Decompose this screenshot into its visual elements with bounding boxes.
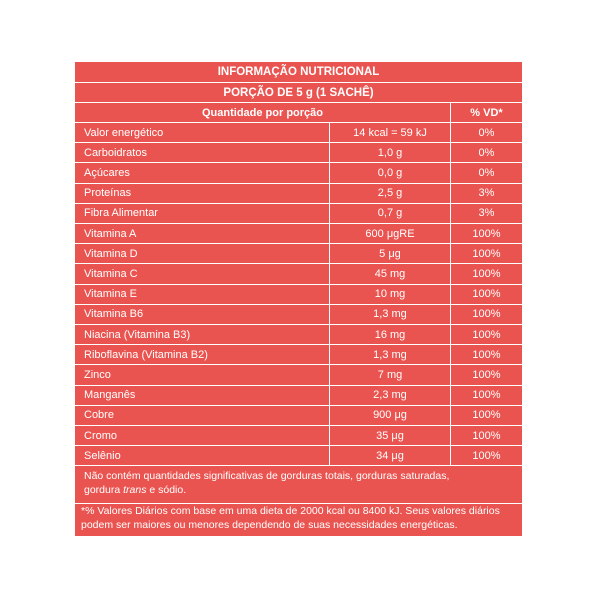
nutrient-quantity: 16 mg (330, 325, 451, 344)
nutrient-quantity: 45 mg (330, 264, 451, 283)
footnote-line-1: *% Valores Diários com base em uma dieta de 2000 kcal ou 8400 kJ. Seus valores diários (81, 505, 500, 517)
nutrient-vd: 100% (472, 247, 501, 260)
note-line-2-italic: trans (123, 484, 147, 497)
footnote-line-2: podem ser maiores ou menores dependendo de suas necessidades energéticas. (81, 519, 458, 531)
nutrient-name: Açúcares (75, 163, 330, 182)
portion-size: PORÇÃO DE 5 g (1 SACHÊ) (75, 83, 522, 103)
nutrient-vd: 100% (472, 409, 501, 422)
nutrient-name: Niacina (Vitamina B3) (75, 325, 330, 344)
table-row (75, 386, 522, 406)
table-row (75, 244, 522, 264)
table-row (75, 143, 522, 163)
table-row (75, 123, 522, 143)
nutrient-quantity: 600 μgRE (330, 224, 451, 243)
table-row (75, 163, 522, 183)
nutrient-quantity: 2,3 mg (330, 386, 451, 405)
nutrient-vd: 100% (472, 328, 501, 341)
nutrient-quantity: 10 mg (330, 285, 451, 304)
note-line-2-prefix: gordura (84, 484, 124, 497)
table-row (75, 285, 522, 305)
nutrient-name: Zinco (75, 365, 330, 384)
nutrient-vd: 100% (472, 368, 501, 381)
table-row (75, 345, 522, 365)
nutrient-name: Carboidratos (75, 143, 330, 162)
nutrient-vd: 0% (478, 126, 495, 139)
nutrient-name: Vitamina C (75, 264, 330, 283)
nutrient-vd: 100% (472, 348, 501, 361)
nutrient-vd: 3% (478, 207, 495, 220)
nutrient-vd: 100% (472, 267, 501, 280)
table-row (75, 264, 522, 284)
nutrient-quantity: 7 mg (330, 365, 451, 384)
nutrient-name: Vitamina B6 (75, 305, 330, 324)
nutrient-name: Proteínas (75, 184, 330, 203)
nutrient-quantity: 35 μg (330, 426, 451, 445)
nutrient-quantity: 0,0 g (330, 163, 451, 182)
table-row (75, 325, 522, 345)
nutrient-vd: 100% (472, 288, 501, 301)
nutrient-vd: 100% (472, 429, 501, 442)
header-vd: % VD* (470, 106, 503, 119)
nutrient-quantity: 1,3 mg (330, 305, 451, 324)
nutrient-name: Cobre (75, 406, 330, 425)
nutrient-vd: 100% (472, 449, 501, 462)
nutrient-name: Riboflavina (Vitamina B2) (75, 345, 330, 364)
table-row (75, 305, 522, 325)
table-row (75, 426, 522, 446)
table-row (75, 446, 522, 466)
table-row (75, 184, 522, 204)
nutrient-vd: 100% (472, 389, 501, 402)
nutrient-vd: 3% (478, 187, 495, 200)
nutrient-vd: 100% (472, 227, 501, 240)
nutrient-quantity: 0,7 g (330, 204, 451, 223)
nutrient-vd: 100% (472, 308, 501, 321)
header-quantity: Quantidade por porção (75, 103, 451, 122)
nutrition-table (74, 61, 523, 537)
note-line-2-suffix: e sódio. (146, 484, 187, 497)
nutrient-vd: 0% (478, 166, 495, 179)
table-row (75, 406, 522, 426)
table-header (75, 103, 522, 123)
nutrient-name: Cromo (75, 426, 330, 445)
nutrient-quantity: 14 kcal = 59 kJ (330, 123, 451, 142)
nutrient-name: Vitamina A (75, 224, 330, 243)
footnote (75, 499, 522, 536)
table-row (75, 224, 522, 244)
nutrient-quantity: 2,5 g (330, 184, 451, 203)
table-row (75, 365, 522, 385)
nutrient-quantity: 34 μg (330, 446, 451, 465)
nutrient-name: Vitamina D (75, 244, 330, 263)
nutrient-name: Fibra Alimentar (75, 204, 330, 223)
nutrient-name: Valor energético (75, 123, 330, 142)
nutrient-vd: 0% (478, 146, 495, 159)
note-line-1: Não contém quantidades significativas de gorduras totais, gorduras saturadas, (84, 470, 450, 483)
nutrient-quantity: 1,3 mg (330, 345, 451, 364)
nutrient-name: Selênio (75, 446, 330, 465)
nutrient-name: Vitamina E (75, 285, 330, 304)
note-line-2 (84, 483, 513, 497)
table-title: INFORMAÇÃO NUTRICIONAL (75, 62, 522, 83)
table-row (75, 204, 522, 224)
nutrient-quantity: 1,0 g (330, 143, 451, 162)
nutrient-name: Manganês (75, 386, 330, 405)
nutrient-quantity: 5 μg (330, 244, 451, 263)
nutrient-quantity: 900 μg (330, 406, 451, 425)
